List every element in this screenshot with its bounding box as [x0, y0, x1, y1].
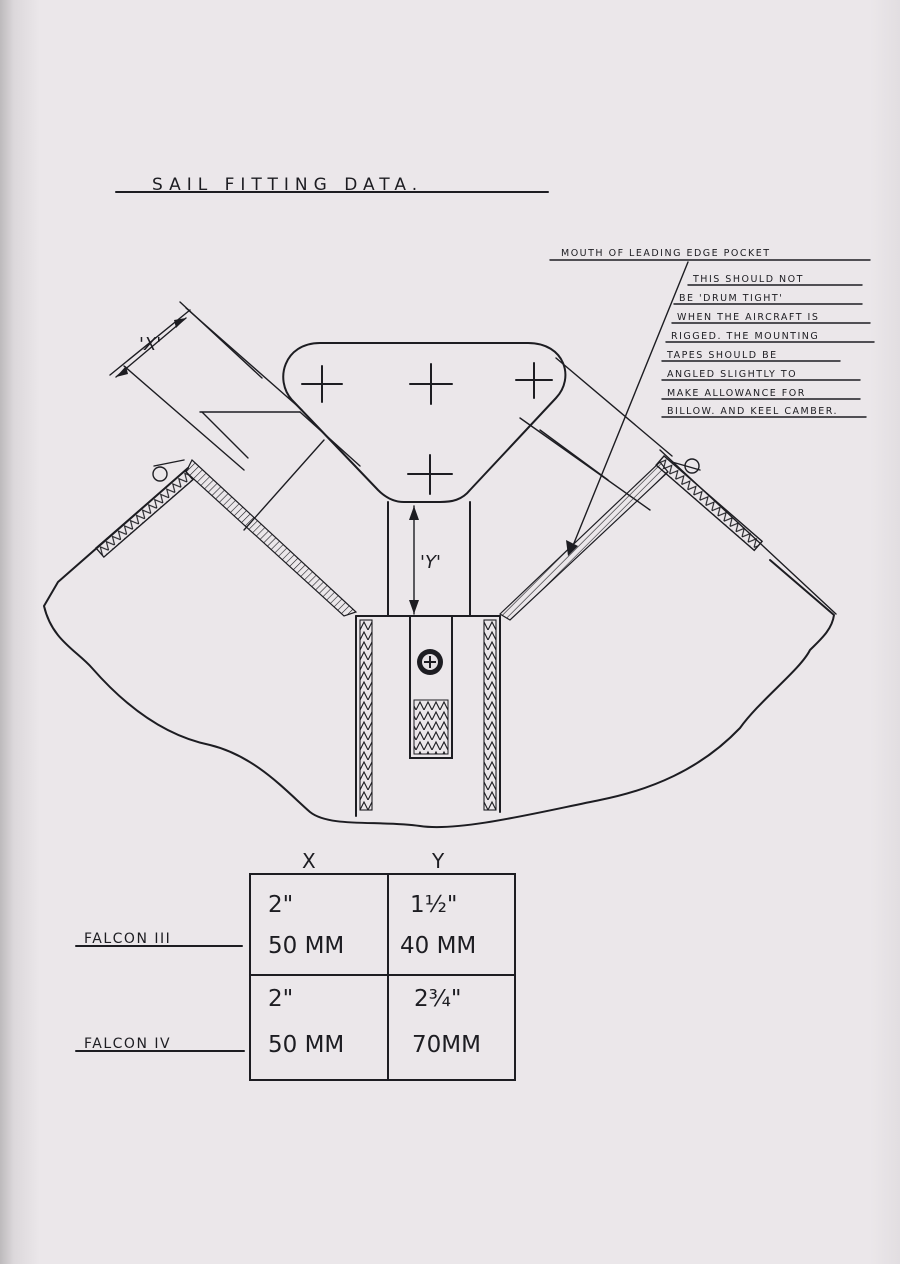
table-cell: 2¾"	[414, 986, 462, 1012]
keel-screw-icon	[417, 649, 443, 675]
annotation-heading: MOUTH OF LEADING EDGE POCKET	[561, 248, 771, 259]
table-cell: 2"	[268, 892, 294, 918]
dimension-x-label: 'X'	[139, 334, 162, 355]
table-row-label: FALCON IV	[84, 1036, 172, 1052]
annotation-line: RIGGED. THE MOUNTING	[671, 331, 820, 342]
annotation-line: BE 'DRUM TIGHT'	[679, 293, 784, 304]
table-row-label: FALCON III	[84, 931, 172, 947]
annotation-line: BILLOW. AND KEEL CAMBER.	[667, 406, 839, 417]
pocket-strip-left	[186, 460, 356, 616]
page-title: SAIL FITTING DATA.	[152, 175, 424, 195]
table-cell: 1½"	[410, 892, 458, 918]
pocket-strip-right	[500, 462, 668, 620]
table-cell: 50 MM	[268, 933, 345, 959]
bolt-holes	[302, 363, 552, 494]
annotation-line: ANGLED SLIGHTLY TO	[667, 369, 798, 380]
table-cell: 50 MM	[268, 1032, 345, 1058]
sail-outline	[44, 468, 834, 827]
sail-data-table	[76, 849, 515, 1080]
annotation-line: WHEN THE AIRCRAFT IS	[677, 312, 820, 323]
table-cell: 70MM	[412, 1032, 481, 1058]
dimension-y-label: 'Y'	[420, 552, 441, 573]
mounting-tape-right	[656, 456, 762, 550]
nose-plate	[283, 343, 565, 502]
table-header-x: X	[302, 849, 316, 873]
annotation-line: MAKE ALLOWANCE FOR	[667, 388, 806, 399]
keel-pocket	[356, 616, 500, 816]
annotation-line: TAPES SHOULD BE	[667, 350, 778, 361]
table-cell: 40 MM	[400, 933, 477, 959]
mounting-tape-left	[96, 471, 193, 557]
dimension-x	[116, 318, 186, 377]
table-header-y: Y	[432, 849, 445, 873]
annotation-line: THIS SHOULD NOT	[693, 274, 804, 285]
table-cell: 2"	[268, 986, 294, 1012]
dimension-y	[409, 506, 441, 614]
